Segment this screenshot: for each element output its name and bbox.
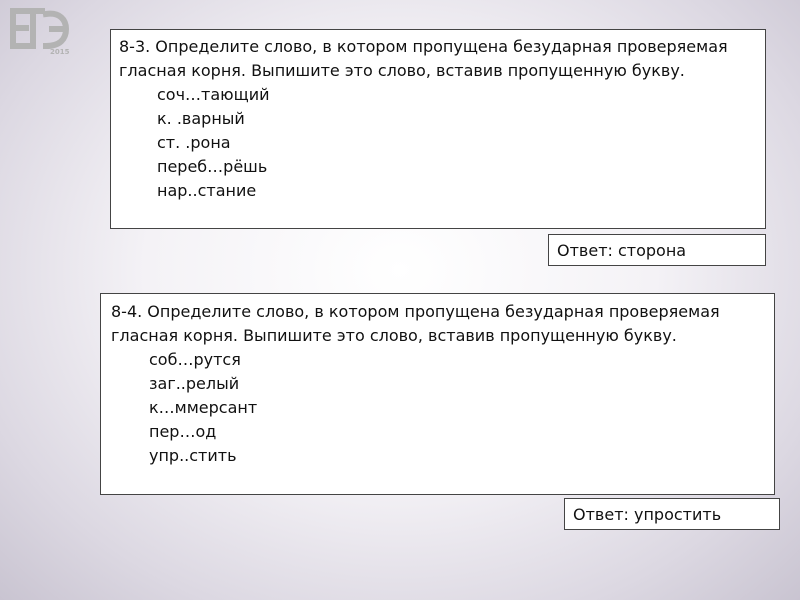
task-8-3-option: переб…рёшь — [157, 157, 268, 176]
task-8-4-option: пер…од — [149, 422, 217, 441]
task-8-4-options — [111, 348, 764, 468]
task-8-4-option: соб…рутся — [149, 350, 241, 369]
task-8-3-options — [119, 83, 757, 203]
task-8-3-card — [110, 29, 766, 229]
logo-year: 2015 — [50, 48, 70, 56]
ege-logo — [8, 6, 70, 56]
task-8-3-question: 8-3. Определите слово, в котором пропущена безударная проверяемая гласная корня. Выпишите это слово, вставив пропущенную букву. — [119, 37, 728, 80]
task-8-4-question: 8-4. Определите слово, в котором пропущена безударная проверяемая гласная корня. Выпишите это слово, вставив пропущенную букву. — [111, 302, 720, 345]
task-8-3-option: к. .варный — [157, 109, 245, 128]
task-8-4-option: заг..релый — [149, 374, 240, 393]
task-8-3-answer: Ответ: сторона — [548, 234, 766, 266]
task-8-4-answer: Ответ: упростить — [564, 498, 780, 530]
task-8-4-option: упр..стить — [149, 446, 237, 465]
task-8-4-card — [100, 293, 775, 495]
task-8-3-option: нар..стание — [157, 181, 257, 200]
task-8-3-option: соч…тающий — [157, 85, 270, 104]
task-8-3-option: ст. .рона — [157, 133, 231, 152]
task-8-4-option: к…ммерсант — [149, 398, 258, 417]
